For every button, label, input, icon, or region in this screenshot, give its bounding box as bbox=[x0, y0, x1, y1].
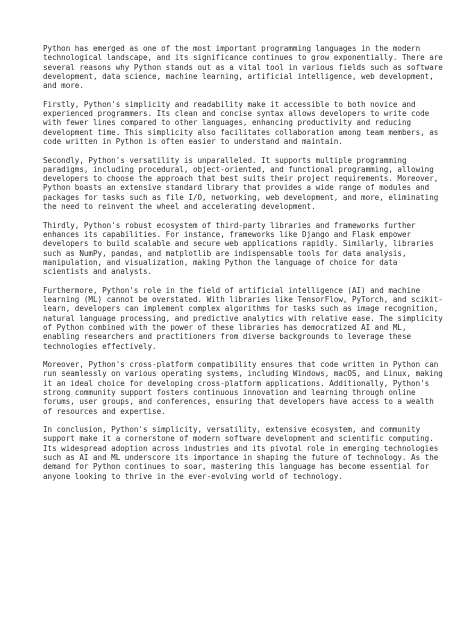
paragraph-ecosystem: Thirdly, Python's robust ecosystem of third-party libraries and frameworks further enhances its capabilities. For instance, frameworks like Django and Flask empower developers to build scalable and secure web applications rapidly. Similarly, libraries such as NumPy, pandas, and matplotlib are indispensable tools for data analysis, manipulation, and visualization, making Python the language of choice for data scientists and analysts. bbox=[43, 220, 434, 277]
paragraph-cross-platform: Moreover, Python's cross-platform compatibility ensures that code written in Python can run seamlessly on various operating systems, including Windows, macOS, and Linux, making it an ideal choice for developing cross-platform applications. Additionally, Python's strong community support fosters continuous innovation and learning through online forums, user groups, and conferences, ensuring that developers have access to a wealth of resources and expertise. bbox=[43, 360, 443, 416]
paragraph-introduction: Python has emerged as one of the most important programming languages in the modern technological landscape, and its significance continues to grow exponentially. There are several reasons why Python stands out as a vital tool in various fields such as software development, data science, machine learning, artificial intelligence, web development, and more. bbox=[43, 44, 443, 91]
paragraph-ai-ml: Furthermore, Python's role in the field of artificial intelligence (AI) and machine learning (ML) cannot be overstated. With libraries like TensorFlow, PyTorch, and scikit-learn, developers can implement complex algorithms for tasks such as image recognition, natural language processing, and predictive analytics with relative ease. The simplicity of Python combined with the power of these libraries has democratized AI and ML, enabling researchers and practitioners from diverse backgrounds to leverage these technologies effectively. bbox=[43, 285, 443, 351]
paragraph-versatility: Secondly, Python's versatility is unparalleled. It supports multiple programming paradigms, including procedural, object-oriented, and functional programming, allowing developers to choose the approach that best suits their project requirements. Moreover, Python boasts an extensive standard library that provides a wide range of modules and packages for tasks such as file I/O, networking, web development, and more, eliminating the need to reinvent the wheel and accelerating development. bbox=[43, 155, 439, 212]
document-page bbox=[43, 44, 443, 490]
paragraph-conclusion: In conclusion, Python's simplicity, versatility, extensive ecosystem, and community support make it a cornerstone of modern software development and scientific computing. Its widespread adoption across industries and its pivotal role in emerging technologies such as AI and ML underscore its importance in shaping the future of technology. As the demand for Python continues to soar, mastering this language has become essential for anyone looking to thrive in the ever-evolving world of technology. bbox=[43, 425, 439, 481]
paragraph-simplicity: Firstly, Python's simplicity and readability make it accessible to both novice and experienced programmers. Its clean and concise syntax allows developers to write code with fewer lines compared to other languages, enhancing productivity and reducing development time. This simplicity also facilitates collaboration among team members, as code written in Python is often easier to understand and maintain. bbox=[43, 99, 439, 146]
